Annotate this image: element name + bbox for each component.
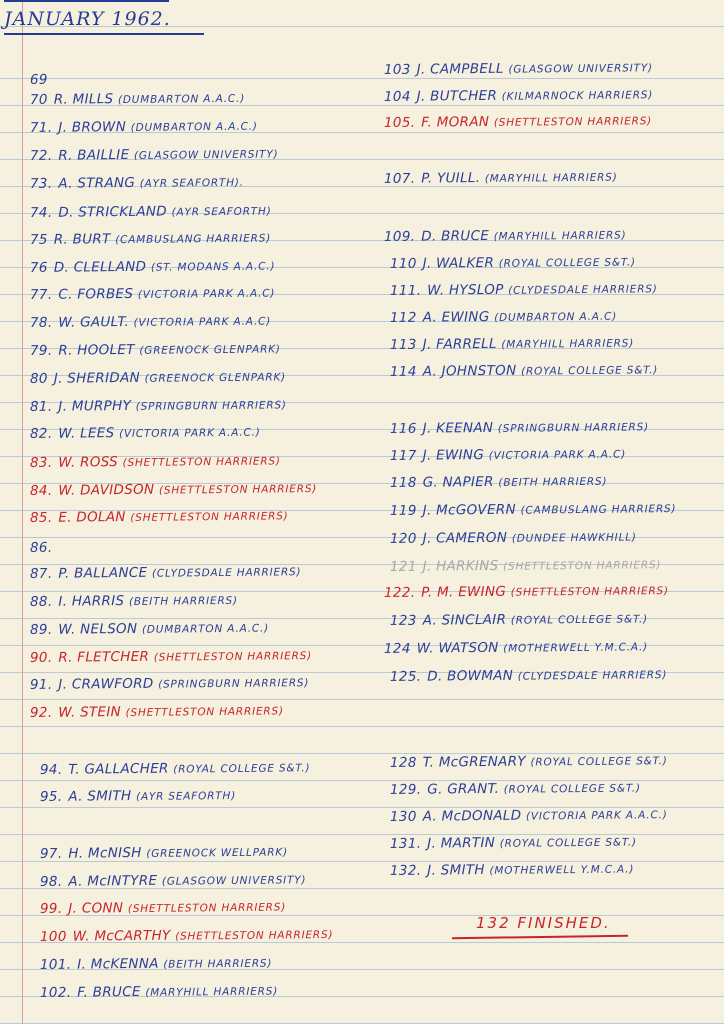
runner-name: A. SMITH	[68, 788, 132, 805]
club-name: (SHETTLESTON HARRIERS)	[175, 928, 334, 943]
runner-name: J. SMITH	[427, 862, 485, 879]
club-name: (VICTORIA PARK A.A.C.)	[119, 426, 261, 441]
club-name: (ROYAL COLLEGE S&T.)	[530, 755, 668, 769]
club-name: (GLASGOW UNIVERSITY)	[161, 874, 307, 888]
runner-name: W. ROSS	[58, 454, 119, 471]
left-result-row	[40, 983, 278, 1001]
position-number: 83.	[29, 454, 53, 471]
right-result-row	[384, 59, 653, 78]
club-name: (VICTORIA PARK A.A.C)	[137, 287, 276, 301]
club-name: (GREENOCK WELLPARK)	[146, 846, 288, 860]
position-number: 120	[389, 530, 417, 547]
left-result-row	[30, 674, 309, 693]
club-name: (DUMBARTON A.A.C.)	[130, 120, 258, 134]
title-underline	[4, 33, 204, 35]
runner-name: J. BROWN	[58, 118, 127, 136]
runner-name: J. SHERIDAN	[53, 369, 141, 387]
position-number: 98.	[39, 873, 63, 890]
runner-name: D. STRICKLAND	[58, 203, 168, 221]
club-name: (ROYAL COLLEGE S&T.)	[499, 836, 637, 850]
runner-name: D. CLELLAND	[53, 258, 147, 276]
runner-name: H. McNISH	[68, 844, 142, 862]
club-name: (VICTORIA PARK A.A.C)	[488, 448, 627, 462]
runner-name: T. McGRENARY	[422, 753, 526, 771]
position-number: 102.	[39, 984, 72, 1001]
runner-name: W. GAULT.	[58, 313, 130, 331]
position-number: 125.	[389, 668, 422, 685]
runner-name: I. McKENNA	[77, 955, 159, 973]
club-name: (MOTHERWELL Y.M.C.A.)	[489, 863, 635, 877]
runner-name: W. WATSON	[416, 639, 499, 657]
club-name: (MARYHILL HARRIERS)	[484, 171, 618, 185]
right-result-row	[390, 806, 668, 825]
position-number: 79.	[29, 342, 53, 359]
club-name: (GLASGOW UNIVERSITY)	[133, 148, 279, 162]
position-number: 101.	[39, 956, 72, 973]
club-name: (GREENOCK GLENPARK)	[139, 343, 281, 357]
runner-name: D. BOWMAN	[427, 667, 514, 685]
left-result-row	[30, 647, 312, 666]
club-name: (ROYAL COLLEGE S&T.)	[498, 256, 636, 270]
left-result-row	[30, 507, 289, 526]
runner-name: R. MILLS	[53, 91, 114, 108]
left-result-row	[30, 90, 245, 108]
right-result-row	[384, 638, 648, 657]
position-number: 95.	[39, 788, 63, 805]
right-result-row	[390, 361, 658, 380]
club-name: (ST. MODANS A.A.C.)	[150, 260, 276, 274]
club-name: (ROYAL COLLEGE S&T.)	[173, 762, 311, 776]
position-number: 111.	[389, 282, 422, 299]
club-name: (BEITH HARRIERS)	[128, 594, 238, 608]
club-name: (MARYHILL HARRIERS)	[145, 985, 279, 999]
runner-name: J. FARRELL	[422, 335, 497, 353]
club-name: (SHETTLESTON HARRIERS)	[153, 650, 313, 664]
runner-name: I. HARRIS	[58, 593, 125, 610]
position-number: 87.	[29, 565, 53, 582]
runner-name: T. GALLACHER	[68, 760, 169, 778]
position-number: 89.	[29, 621, 53, 638]
position-number: 112	[389, 309, 417, 326]
position-number: 104	[383, 88, 411, 105]
left-result-row	[30, 702, 284, 721]
left-result-row	[40, 926, 334, 945]
right-result-row	[390, 860, 634, 879]
left-result-row	[30, 340, 281, 359]
left-result-row	[30, 312, 271, 331]
club-name: (SHETTLESTON HARRIERS)	[130, 510, 289, 524]
position-number: 99.	[39, 900, 63, 917]
left-result-row	[30, 284, 275, 303]
club-name: (SPRINGBURN HARRIERS)	[135, 399, 287, 413]
runner-name: F. BRUCE	[77, 983, 141, 1001]
position-number: 130	[389, 808, 417, 825]
position-number: 80	[29, 370, 48, 387]
left-result-row	[30, 368, 286, 387]
runner-name: W. HYSLOP	[427, 281, 504, 299]
club-name: (BEITH HARRIERS)	[163, 957, 273, 971]
position-number: 113	[389, 336, 417, 353]
club-name: (SPRINGBURN HARRIERS)	[497, 421, 650, 435]
position-number: 132.	[389, 862, 422, 879]
left-result-row	[30, 202, 272, 221]
runner-name: J. WALKER	[422, 254, 495, 272]
club-name: (ROYAL COLLEGE S&T.)	[503, 782, 641, 796]
runner-name: J. CRAWFORD	[58, 675, 154, 693]
club-name: (DUMBARTON A.A.C.)	[117, 92, 246, 107]
right-result-row	[384, 169, 618, 187]
club-name: (VICTORIA PARK A.A.C)	[133, 315, 272, 329]
right-result-row	[390, 556, 661, 575]
page-title: JANUARY 1962.	[4, 8, 171, 30]
position-number: 119	[389, 502, 417, 519]
runner-name: A. SINCLAIR	[422, 611, 507, 629]
runner-name: J. KEENAN	[422, 419, 494, 437]
club-name: (MOTHERWELL Y.M.C.A.)	[503, 641, 649, 655]
left-result-row	[40, 843, 288, 862]
right-result-row	[390, 666, 667, 685]
runner-name: A. McINTYRE	[68, 872, 158, 890]
runner-name: J. HARKINS	[422, 557, 499, 575]
club-name: (VICTORIA PARK A.A.C.)	[525, 809, 668, 823]
club-name: (DUMBARTON A.A.C)	[494, 310, 618, 324]
club-name: (DUMBARTON A.A.C.)	[141, 622, 270, 636]
left-result-row	[40, 955, 272, 973]
runner-name: C. FORBES	[58, 285, 134, 303]
position-number: 131.	[389, 835, 422, 852]
position-number: 124	[383, 640, 411, 657]
runner-name: F. MORAN	[421, 113, 490, 131]
runner-name: J. CONN	[68, 900, 124, 917]
runner-name: A. JOHNSTON	[422, 362, 517, 380]
position-number: 105.	[383, 114, 416, 131]
position-number: 109.	[383, 228, 416, 245]
left-result-row	[30, 229, 271, 248]
club-name: (SHETTLESTON HARRIERS)	[503, 559, 662, 573]
runner-name: W. NELSON	[58, 620, 138, 638]
position-number: 77.	[29, 286, 53, 303]
position-number: 103	[383, 61, 411, 78]
position-number: 91.	[29, 676, 53, 693]
position-number: 117	[389, 447, 417, 464]
left-result-row	[30, 396, 287, 415]
runner-name: A. STRANG	[58, 174, 136, 192]
runner-name: P. M. EWING	[421, 583, 507, 601]
club-name: (AYR SEAFORTH)	[135, 789, 237, 803]
right-result-row	[390, 473, 607, 491]
club-name: (SHETTLESTON HARRIERS)	[125, 705, 284, 719]
right-result-row	[390, 500, 677, 519]
right-result-row	[384, 582, 669, 601]
position-number: 94.	[39, 761, 63, 778]
right-result-row	[384, 226, 627, 245]
left-result-row	[40, 871, 307, 890]
runner-name: R. BAILLIE	[58, 146, 130, 164]
position-number: 85.	[29, 509, 53, 526]
left-result-row	[30, 452, 281, 471]
right-result-row	[390, 752, 668, 771]
club-name: (GREENOCK GLENPARK)	[144, 371, 287, 385]
runner-name: G. NAPIER	[422, 473, 494, 491]
club-name: (SHETTLESTON HARRIERS)	[122, 455, 281, 470]
runner-name: E. DOLAN	[58, 508, 126, 526]
position-number: 122.	[383, 584, 416, 601]
runner-name: W. McCARTHY	[72, 927, 171, 945]
club-name: (KILMARNOCK HARRIERS)	[501, 89, 654, 103]
position-number: 84.	[29, 482, 53, 499]
position-number: 107.	[383, 170, 416, 187]
runner-name: J. CAMPBELL	[416, 60, 504, 78]
right-result-row	[390, 253, 636, 272]
runner-name: P. BALLANCE	[58, 564, 148, 582]
position-number: 86.	[29, 539, 53, 556]
runner-name: R. HOOLET	[58, 341, 135, 359]
club-name: (BEITH HARRIERS)	[498, 475, 608, 489]
title-overline	[4, 0, 169, 2]
position-number: 78.	[29, 314, 53, 331]
club-name: (SHETTLESTON HARRIERS)	[158, 482, 318, 497]
position-number: 88.	[29, 593, 53, 610]
runner-name: W. LEES	[58, 425, 115, 442]
position-number: 116	[389, 420, 417, 437]
club-name: (AYR SEAFORTH)	[171, 205, 272, 219]
club-name: (DUNDEE HAWKHILL)	[511, 531, 637, 545]
left-result-row	[40, 759, 311, 778]
runner-name: J. MURPHY	[58, 397, 132, 415]
right-result-row	[384, 112, 652, 131]
position-number: 73.	[29, 175, 53, 192]
left-result-row	[30, 592, 238, 610]
right-result-row	[390, 334, 634, 353]
position-number: 82.	[29, 425, 53, 442]
club-name: (MARYHILL HARRIERS)	[493, 229, 627, 243]
right-result-row	[390, 446, 626, 464]
position-number: 70	[29, 91, 48, 108]
right-result-row	[390, 610, 648, 629]
position-number: 114	[389, 363, 417, 380]
position-number: 90.	[29, 649, 53, 666]
club-name: (SHETTLESTON HARRIERS)	[127, 901, 287, 916]
runner-name: J. CAMERON	[422, 529, 508, 547]
runner-name: G. GRANT.	[427, 780, 500, 798]
position-number: 75	[29, 231, 48, 248]
club-name: (CAMBUSLANG HARRIERS)	[115, 232, 272, 247]
position-number: 121	[389, 558, 417, 575]
position-number: 92.	[29, 704, 53, 721]
position-number: 97.	[39, 845, 63, 862]
club-name: (CAMBUSLANG HARRIERS)	[520, 503, 677, 517]
runner-name: R. FLETCHER	[58, 648, 150, 666]
left-result-row	[30, 563, 302, 582]
runner-name: J. BUTCHER	[416, 87, 498, 105]
club-name: (SPRINGBURN HARRIERS)	[158, 677, 310, 691]
left-result-row	[40, 898, 286, 917]
club-name: (MARYHILL HARRIERS)	[501, 337, 635, 351]
club-name: (SHETTLESTON HARRIERS)	[510, 585, 669, 599]
runner-name: W. DAVIDSON	[58, 481, 155, 499]
club-name: (AYR SEAFORTH).	[139, 176, 244, 190]
runner-name: P. YUILL.	[421, 169, 481, 187]
position-number: 100	[39, 928, 67, 945]
runner-name: J. EWING	[422, 447, 485, 464]
position-number: 123	[389, 612, 417, 629]
right-result-row	[384, 86, 653, 105]
left-result-row	[40, 787, 236, 805]
right-result-row	[390, 779, 641, 798]
left-result-row	[30, 619, 269, 638]
runner-name: A. McDONALD	[422, 807, 522, 825]
runner-name: A. EWING	[422, 308, 490, 326]
left-result-row	[30, 257, 276, 276]
club-name: (CLYDESDALE HARRIERS)	[151, 566, 302, 580]
runner-name: J. MARTIN	[427, 834, 496, 852]
margin-line	[22, 0, 23, 1024]
position-number: 72.	[29, 147, 53, 164]
right-result-row	[390, 418, 649, 437]
club-name: (ROYAL COLLEGE S&T.)	[510, 613, 649, 627]
club-name: (CLYDESDALE HARRIERS)	[508, 283, 658, 297]
club-name: (GLASGOW UNIVERSITY)	[508, 62, 653, 76]
left-result-row	[30, 118, 258, 136]
runner-name: R. BURT	[53, 231, 111, 248]
left-result-row	[30, 424, 261, 442]
club-name: (SHETTLESTON HARRIERS)	[493, 115, 653, 129]
left-result-row	[30, 145, 279, 164]
left-result-row	[30, 174, 244, 192]
left-result-row	[30, 480, 317, 499]
position-number: 76	[29, 259, 48, 276]
right-result-row	[390, 308, 617, 326]
finished-underline	[452, 935, 628, 939]
position-number: 110	[389, 255, 417, 272]
runner-name: D. BRUCE	[421, 227, 490, 245]
position-number: 74.	[29, 204, 53, 221]
left-result-row	[30, 540, 59, 556]
position-number: 129.	[389, 781, 422, 798]
finished-total: 132 FINISHED.	[476, 914, 611, 932]
runner-name: J. McGOVERN	[422, 501, 517, 519]
runner-name: W. STEIN	[58, 704, 122, 721]
left-result-row	[30, 72, 54, 88]
right-result-row	[390, 280, 658, 299]
right-result-row	[390, 528, 637, 547]
right-result-row	[390, 833, 637, 852]
position-number: 118	[389, 474, 417, 491]
club-name: (CLYDESDALE HARRIERS)	[517, 669, 668, 683]
position-number: 81.	[29, 398, 53, 415]
club-name: (ROYAL COLLEGE S&T.)	[520, 364, 659, 378]
position-number: 71.	[29, 119, 53, 136]
position-number: 69	[29, 71, 48, 88]
position-number: 128	[389, 754, 417, 771]
